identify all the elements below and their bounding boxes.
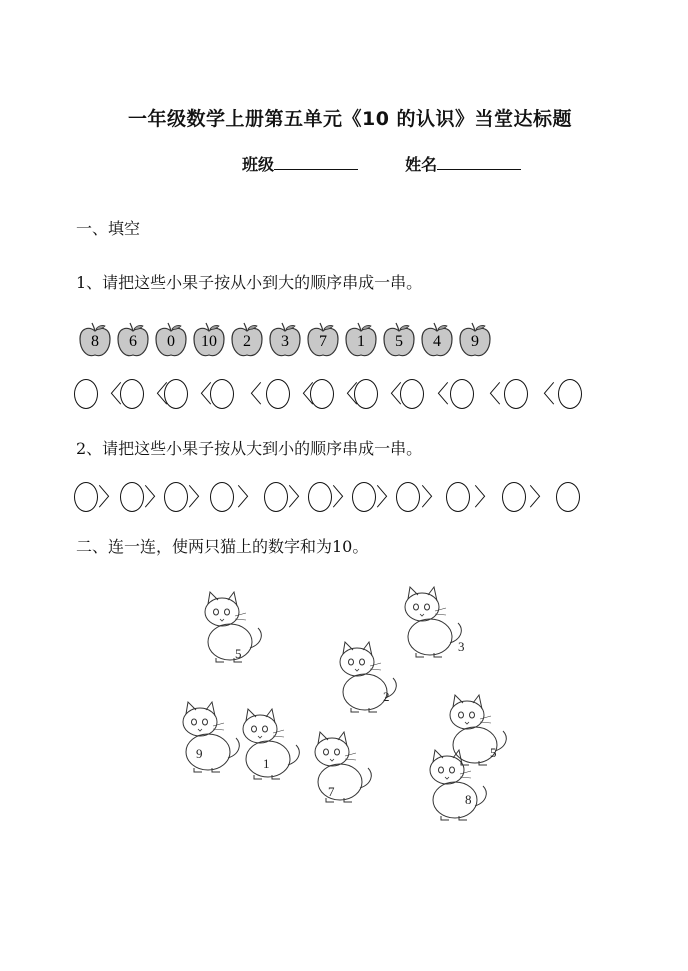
apple-9 [381, 322, 417, 360]
desc-blank-9[interactable] [446, 482, 470, 512]
desc-blank-2[interactable] [120, 482, 144, 512]
question-1: 1、请把这些小果子按从小到大的顺序串成一串。 [76, 273, 423, 292]
asc-blank-6[interactable] [310, 379, 334, 409]
asc-blank-10[interactable] [504, 379, 528, 409]
asc-blank-4[interactable] [210, 379, 234, 409]
cat-number: 5 [235, 646, 242, 661]
class-label: 班级 [242, 155, 275, 174]
desc-sign: 〉 [288, 483, 312, 511]
asc-sign: 〈 [98, 380, 122, 408]
apple-1 [77, 322, 113, 360]
asc-blank-2[interactable] [120, 379, 144, 409]
student-info [242, 152, 521, 175]
cat-5 [243, 709, 299, 779]
asc-sign: 〈 [477, 380, 501, 408]
desc-sign: 〉 [376, 483, 400, 511]
desc-sign: 〉 [474, 483, 498, 511]
desc-blank-11[interactable] [556, 482, 580, 512]
apple-number: 5 [395, 333, 403, 350]
apple-2 [115, 322, 151, 360]
desc-sign: 〉 [98, 483, 122, 511]
apple-number: 2 [243, 333, 251, 350]
desc-blank-7[interactable] [352, 482, 376, 512]
desc-blank-6[interactable] [308, 482, 332, 512]
apple-10 [419, 322, 455, 360]
apple-6 [267, 322, 303, 360]
cat-number: 5 [490, 745, 497, 760]
cat-8 [430, 750, 486, 820]
desc-blank-1[interactable] [74, 482, 98, 512]
cat-number: 1 [263, 756, 270, 771]
apple-number: 7 [319, 333, 327, 350]
apple-number: 0 [167, 333, 175, 350]
apple-7 [305, 322, 341, 360]
answer-row-ascending [74, 379, 582, 409]
apple-number: 1 [357, 333, 365, 350]
page-title: 一年级数学上册第五单元《10 的认识》当堂达标题 [127, 108, 573, 130]
answer-row-descending [74, 482, 580, 512]
cat-1 [205, 592, 261, 662]
apple-5 [229, 322, 265, 360]
cats-illustration [150, 575, 550, 835]
asc-sign: 〈 [378, 380, 402, 408]
apple-number: 8 [91, 333, 99, 350]
cat-2 [405, 587, 465, 657]
asc-sign: 〈 [531, 380, 555, 408]
desc-blank-8[interactable] [396, 482, 420, 512]
asc-blank-8[interactable] [400, 379, 424, 409]
desc-sign: 〉 [332, 483, 356, 511]
desc-blank-10[interactable] [502, 482, 526, 512]
desc-sign: 〉 [529, 483, 553, 511]
apple-number: 9 [471, 333, 479, 350]
desc-sign: 〉 [237, 483, 261, 511]
desc-blank-5[interactable] [264, 482, 288, 512]
section2-heading: 二、连一连，使两只猫上的数字和为10。 [76, 537, 369, 556]
asc-blank-11[interactable] [558, 379, 582, 409]
asc-blank-5[interactable] [266, 379, 290, 409]
cat-number: 8 [465, 792, 472, 807]
apple-number: 3 [281, 333, 289, 350]
apple-number: 4 [433, 333, 441, 350]
asc-blank-7[interactable] [354, 379, 378, 409]
cat-number: 9 [196, 746, 203, 761]
asc-sign: 〈 [290, 380, 314, 408]
cat-7 [315, 732, 371, 802]
asc-sign: 〈 [144, 380, 168, 408]
desc-sign: 〉 [188, 483, 212, 511]
apple-number: 10 [201, 333, 217, 350]
asc-sign: 〈 [188, 380, 212, 408]
cat-3 [340, 642, 396, 712]
cat-number: 2 [383, 689, 390, 704]
cat-number: 7 [328, 784, 335, 799]
cat-number: 3 [458, 639, 465, 654]
apple-row [77, 322, 493, 360]
asc-blank-3[interactable] [164, 379, 188, 409]
apple-11 [457, 322, 493, 360]
name-label: 姓名 [405, 155, 438, 174]
class-blank[interactable] [274, 155, 358, 170]
section1-heading: 一、填空 [76, 219, 141, 238]
desc-sign: 〉 [144, 483, 168, 511]
cat-4 [183, 702, 239, 772]
apple-3 [153, 322, 189, 360]
name-blank[interactable] [437, 155, 521, 170]
asc-sign: 〈 [334, 380, 358, 408]
apple-number: 6 [129, 333, 137, 350]
asc-sign: 〈 [238, 380, 262, 408]
desc-sign: 〉 [421, 483, 445, 511]
apple-4 [191, 322, 227, 360]
desc-blank-3[interactable] [164, 482, 188, 512]
apple-8 [343, 322, 379, 360]
cat-6 [450, 695, 506, 765]
desc-blank-4[interactable] [210, 482, 234, 512]
question-2: 2、请把这些小果子按从大到小的顺序串成一串。 [76, 439, 423, 458]
asc-blank-1[interactable] [74, 379, 98, 409]
asc-sign: 〈 [425, 380, 449, 408]
asc-blank-9[interactable] [450, 379, 474, 409]
